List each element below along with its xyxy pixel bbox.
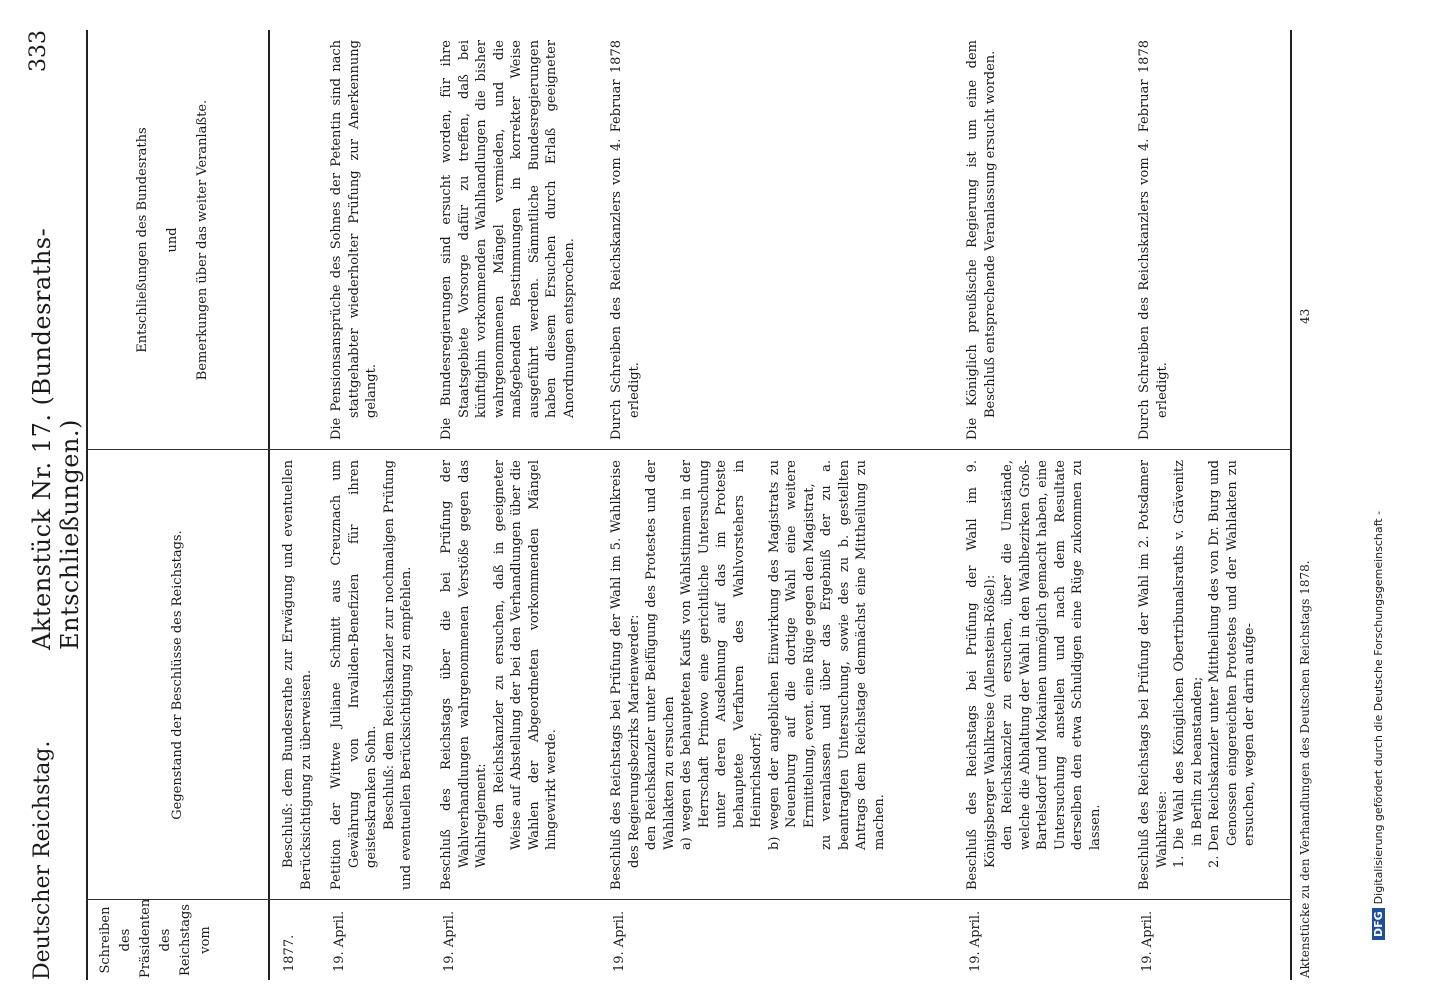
header-rule [268, 30, 270, 980]
header-title: Aktenstück Nr. 17. (Bundesraths-Entschließungen.) [28, 227, 84, 650]
entry-subject: Petition der Wittwe Juliane Schmitt aus Creuznach um Gewährung von Invaliden-Benefizien für ihren geisteskranken Sohn. Beschluß: dem Reichskanzler zur nochmaligen Prüfung und eventuellen Berücksichtigung zu empfehlen. [329, 460, 414, 890]
entry-response: Die Pensionsansprüche des Sohnes der Petentin sind nach stattgehabter wiederholter Prüfung zur Anerkennung gelangt. [329, 40, 379, 440]
entry-subject: Beschluß: dem Bundesrathe zur Erwägung und eventuellen Berücksichtigung zu überweisen. [281, 460, 314, 890]
entry-date: 19. April. [332, 910, 347, 972]
entry-subject: Beschluß des Reichstags bei Prüfung der Wahl im 5. Wahlkreise des Regierungsbezirks Marienwerder: den Reichskanzler unter Beifügung des Protestes und der Wahlakten zu ersuchen a) wegen des behaupteten Kaufs von Wahlstimmen in der Herrschaft Prinowo eine gerichtliche Untersuchung unter deren Ausdehnung auf das im Proteste behauptete Verfahren des Wahlvorstehers in Heinrichsdorf; b) wegen der angeblichen Einwirkung des Magistrats zu Neuenburg auf die dortige Wahl eine weitere Ermittelung, event. eine Rüge gegen den Magistrat, zu veranlassen und über das Ergebniß der zu a. beantragten Untersuchung, sowie des zu b. gestellten Antrags dem Reichstage demnächst eine Mittheilung zu machen. [609, 460, 887, 890]
digitization-text: Digitalisierung gefördert durch die Deutsche Forschungsgemeinschaft - [1372, 510, 1385, 905]
footer-note: Aktenstücke zu den Verhandlungen des Deutschen Reichstags 1878. [1298, 560, 1312, 978]
entry-subject: Beschluß des Reichstags bei Prüfung der Wahl im 9. Königsberger Wahlkreise (Allenstein-Rößel): den Reichskanzler zu ersuchen, über die Umstände, welche die Abhaltung der Wahl in den Wahlbezirken Groß-Bartelsdorf und Mokainen unmöglich gemacht haben, eine Untersuchung anstellen und nach dem Resultate derselben den etwa Schuldigen eine Rüge zukommen zu lassen. [965, 460, 1103, 890]
digitization-note [1372, 511, 1385, 940]
signature-mark: 43 [1298, 308, 1312, 324]
header-left: Deutscher Reichstag. [30, 740, 55, 980]
entry-date: 19. April. [442, 910, 457, 972]
entry-response: Die Bundesregierungen sind ersucht worden, für ihre Staatsgebiete Vorsorge dafür zu treffen, daß bei künftighin vorkommenden Wahlhandlungen die bisher wahrgenommenen Mängel vermieden, und die maßgebenden Bestimmungen in korrekter Weise ausgeführt werden. Sämmtliche Bundesregierungen haben diesem Ersuchen durch Erlaß geeigneter Anordnungen entsprochen. [439, 40, 577, 440]
entry-date: 19. April. [1140, 910, 1155, 972]
entry-date: 1877. [282, 934, 297, 972]
entry-subject: Beschluß des Reichstags bei Prüfung der Wahl im 2. Potsdamer Wahlkreise: 1. Die Wahl des Königlichen Obertribunalsraths v. Grävenitz in Berlin zu beanstanden; 2. Den Reichskanzler unter Mittheilung des von Dr. Burg und Genossen eingereichten Protestes und der Wahlakten zu ersuchen, wegen der darin aufge- [1137, 460, 1257, 890]
page-number: 333 [26, 30, 51, 72]
entry-response: Durch Schreiben des Reichskanzlers vom 4. Februar 1878 erledigt. [1137, 40, 1170, 440]
entry-response: Die Königlich preußische Regierung ist um eine dem Beschluß entsprechende Veranlassung ersucht worden. [965, 40, 998, 440]
column-divider [86, 899, 1290, 900]
entry-date: 19. April. [612, 910, 627, 972]
bottom-rule [1290, 30, 1292, 980]
column-divider [86, 449, 1290, 450]
entry-subject: Beschluß des Reichstags über die bei Prüfung der Wahlverhandlungen wahrgenommenen Verstöße gegen das Wahlreglement: den Reichskanzler zu ersuchen, daß in geeigneter Weise auf Abstellung der bei den Verhandlungen über die Wahlen der Abgeordneten vorkommenden Mängel hingewirkt werde. [439, 460, 559, 890]
dfg-logo: DFG [1372, 908, 1385, 940]
entry-date: 19. April. [968, 910, 983, 972]
date-column-heading: Schreiben des Präsidenten des Reichstags vom [98, 898, 213, 978]
response-column-heading: Entschließungen des Bundesraths und Bemerkungen über das weiter Veranlaßte. [135, 99, 210, 381]
top-rule [86, 30, 88, 980]
page-header [18, 30, 84, 980]
entry-response: Durch Schreiben des Reichskanzlers vom 4. Februar 1878 erledigt. [609, 40, 642, 440]
subject-column-heading: Gegenstand der Beschlüsse des Reichstags. [170, 530, 185, 820]
